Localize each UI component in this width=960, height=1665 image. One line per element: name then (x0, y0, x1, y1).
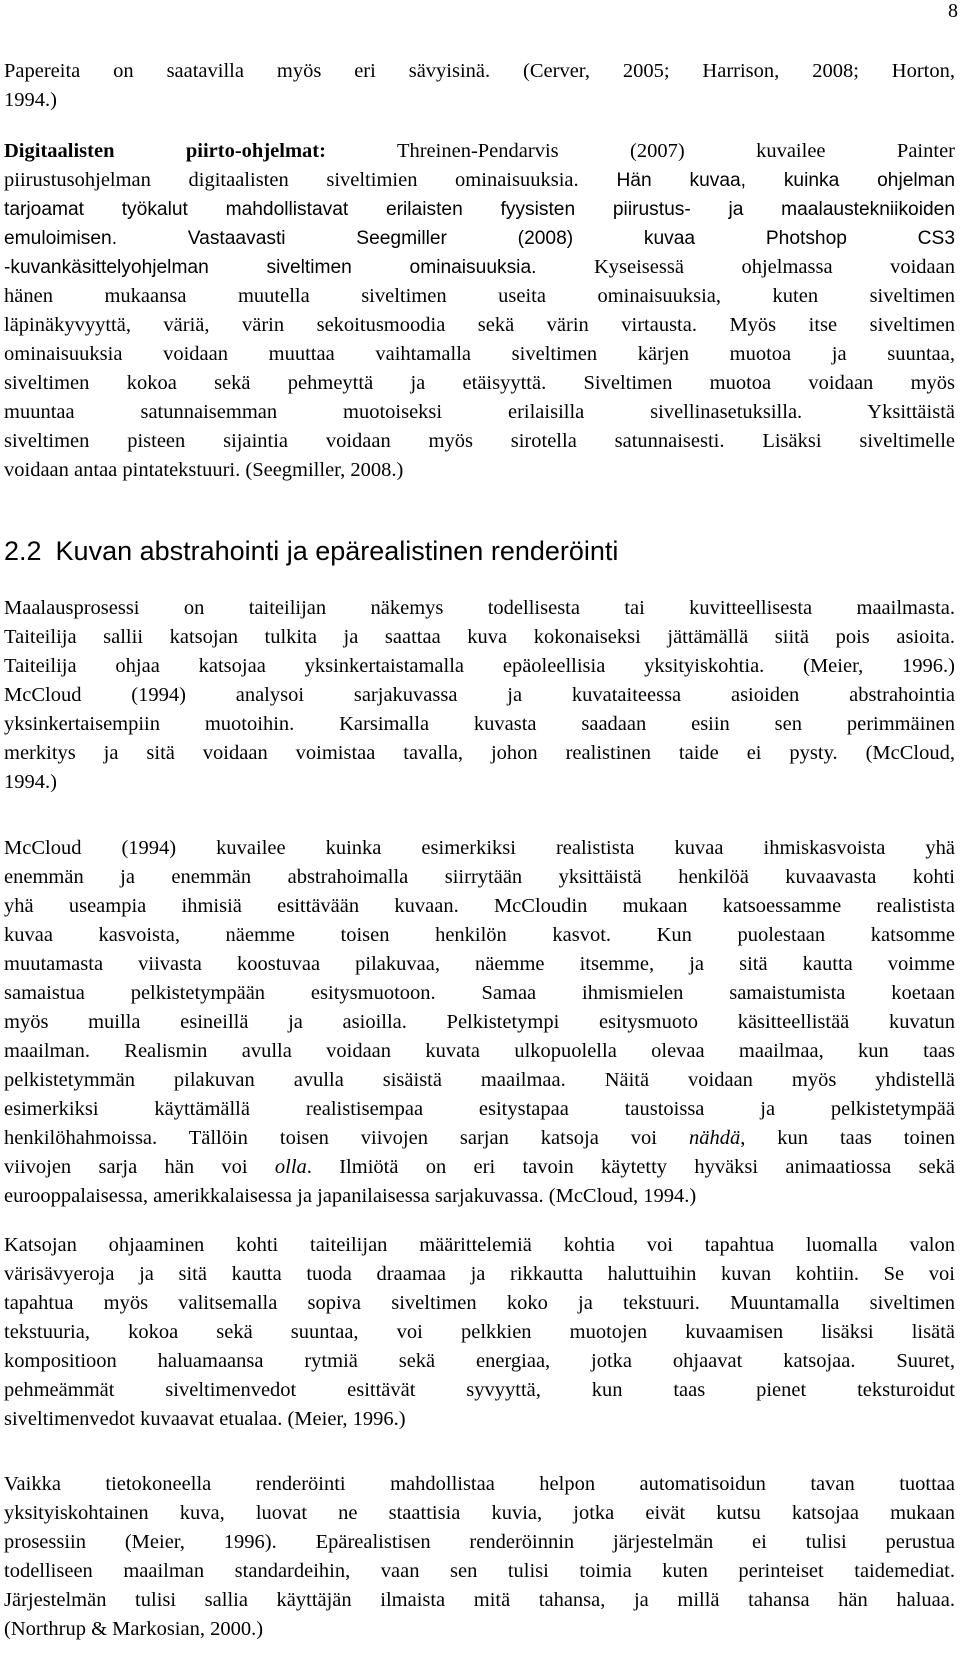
text-line: tapahtua myös valitsemalla sopiva siveltimen koko ja tekstuuri. Muuntamalla siveltimen (4, 1292, 955, 1314)
paragraph-npr (4, 1470, 955, 1644)
lead-rest: Threinen-Pendarvis (2007) kuvailee Painter (325, 140, 955, 162)
text-line: kompositioon haluamaansa rytmiä sekä energiaa, jotka ohjaavat katsojaa. Suuret, (4, 1350, 955, 1372)
text-line: Taiteilija ohjaa katsojaa yksinkertaistamalla epäoleellisia yksityiskohtia. (Meier, 1996.) (4, 655, 955, 677)
text-line: Vaikka tietokoneella renderöinti mahdollistaa helpon automatisoidun tavan tuottaa (4, 1473, 955, 1495)
italic-word: nähdä (688, 1127, 741, 1149)
text-line: yksityiskohtainen kuva, luovat ne staattisia kuvia, jotka eivät kutsu katsojaa mukaan (4, 1502, 955, 1524)
text-line: Maalausprosessi on taiteilijan näkemys todellisesta tai kuvitteellisesta maailmasta. (4, 597, 955, 619)
text-line: prosessiin (Meier, 1996). Epärealistisen renderöinnin järjestelmän ei tulisi perustua (4, 1531, 955, 1553)
text-fragment: henkilöhahmoissa. Tällöin toisen viivojen sarjan katsoja voi (4, 1127, 689, 1149)
text-line: Papereita on saatavilla myös eri sävyisinä. (Cerver, 2005; Harrison, 2008; Horton, (4, 60, 955, 82)
text-line: McCloud (1994) kuvailee kuinka esimerkiksi realistista kuvaa ihmiskasvoista yhä (4, 837, 955, 859)
text-line: värisävyeroja ja sitä kautta tuoda draamaa ja rikkautta haluttuihin kuvan kohtiin. Se voi (4, 1263, 955, 1285)
text-line (4, 166, 955, 195)
text-fragment: , kun taas toinen (740, 1127, 955, 1149)
text-line: 1994.) (4, 89, 57, 111)
paragraph-mccloud (4, 834, 955, 1211)
intro-paragraph (4, 57, 955, 115)
text-line: tarjoamat työkalut mahdollistavat erilaisten fyysisten piirustus- ja maalaustekniikoiden (4, 199, 955, 220)
text-line: emuloimisen. Vastaavasti Seegmiller (2008) kuvaa Photshop CS3 (4, 228, 955, 249)
text-fragment: piirustusohjelman digitaalisten siveltimien ominaisuuksia. (4, 169, 579, 191)
text-line: Katsojan ohjaaminen kohti taiteilijan määrittelemiä kohtia voi tapahtua luomalla valon (4, 1234, 955, 1256)
text-line: McCloud (1994) analysoi sarjakuvassa ja kuvataiteessa asioiden abstrahointia (4, 684, 955, 706)
text-line: kuvaa kasvoista, näemme toisen henkilön kasvot. Kun puolestaan katsomme (4, 924, 955, 946)
text-fragment: . Ilmiötä on eri tavoin käytetty hyväksi animaatiossa sekä (306, 1156, 956, 1178)
paragraph-abstraction (4, 594, 955, 797)
text-line: Järjestelmän tulisi sallia käyttäjän ilmaista mitä tahansa, ja millä tahansa hän haluaa. (4, 1589, 955, 1611)
page-number: 8 (948, 0, 958, 22)
text-line: (Northrup & Markosian, 2000.) (4, 1618, 264, 1640)
italic-word: olla (274, 1156, 307, 1178)
text-line: 1994.) (4, 771, 57, 793)
text-line: Taiteilija sallii katsojan tulkita ja saattaa kuva kokonaiseksi jättämällä siitä pois asioita. (4, 626, 955, 648)
section-title: Kuvan abstrahointi ja epärealistinen renderöinti (55, 536, 619, 566)
bold-lead: Digitaalisten piirto-ohjelmat: (4, 140, 326, 162)
text-line: ominaisuuksia voidaan muuttaa vaihtamalla siveltimen kärjen muotoa ja suuntaa, (4, 343, 955, 365)
text-line: siveltimen kokoa sekä pehmeyttä ja etäisyyttä. Siveltimen muotoa voidaan myös (4, 372, 955, 394)
text-line: myös muilla esineillä ja asioilla. Pelkistetympi esitysmuoto käsitteellistää kuvatun (4, 1011, 955, 1033)
text-fragment: -kuvankäsittelyohjelman siveltimen ominaisuuksia. (4, 257, 537, 278)
text-line (4, 1153, 955, 1182)
text-line: todelliseen maailman standardeihin, vaan sen tulisi toimia kuten perinteiset taidemediat. (4, 1560, 955, 1582)
text-line: siveltimen pisteen sijaintia voidaan myös sirotella satunnaisesti. Lisäksi siveltimelle (4, 430, 955, 452)
paragraph-viewer-guidance (4, 1231, 955, 1434)
text-line: tekstuuria, kokoa sekä suuntaa, voi pelkkien muotojen kuvaamisen lisäksi lisätä (4, 1321, 955, 1343)
text-line: merkitys ja sitä voidaan voimistaa tavalla, johon realistinen taide ei pysty. (McCloud, (4, 742, 955, 764)
digital-tools-paragraph (4, 137, 955, 485)
text-line: muuntaa satunnaisemman muotoiseksi erilaisilla sivellinasetuksilla. Yksittäistä (4, 401, 955, 423)
text-fragment: viivojen sarja hän voi (4, 1156, 275, 1178)
text-line (4, 1124, 955, 1153)
text-line (4, 137, 955, 166)
text-fragment: Kyseisessä ohjelmassa voidaan (536, 256, 955, 278)
text-fragment: Hän kuvaa, kuinka ohjelman (578, 170, 955, 191)
text-line: yksinkertaisempiin muotoihin. Karsimalla kuvasta saadaan esiin sen perimmäinen (4, 713, 955, 735)
text-line: yhä useampia ihmisiä esittävään kuvaan. McCloudin mukaan katsoessamme realistista (4, 895, 955, 917)
section-heading (4, 536, 618, 567)
text-line: läpinäkyvyyttä, väriä, värin sekoitusmoodia sekä värin virtausta. Myös itse siveltimen (4, 314, 955, 336)
text-line (4, 253, 955, 282)
text-line: hänen mukaansa muutella siveltimen useita ominaisuuksia, kuten siveltimen (4, 285, 955, 307)
text-line: pelkistetymmän pilakuvan avulla sisäistä maailmaa. Näitä voidaan myös yhdistellä (4, 1069, 955, 1091)
text-line: pehmeämmät siveltimenvedot esittävät syvyyttä, kun taas pienet teksturoidut (4, 1379, 955, 1401)
text-line: maailman. Realismin avulla voidaan kuvata ulkopuolella olevaa maailmaa, kun taas (4, 1040, 955, 1062)
section-number: 2.2 (4, 536, 42, 566)
text-line: muutamasta viivasta koostuvaa pilakuvaa, näemme itsemme, ja sitä kautta voimme (4, 953, 955, 975)
text-line: voidaan antaa pintatekstuuri. (Seegmiller, 2008.) (4, 459, 404, 481)
text-line: eurooppalaisessa, amerikkalaisessa ja japanilaisessa sarjakuvassa. (McCloud, 1994.) (4, 1185, 697, 1207)
text-line: esimerkiksi käyttämällä realistisempaa esitystapaa taustoissa ja pelkistetympää (4, 1098, 955, 1120)
text-line: enemmän ja enemmän abstrahoimalla siirrytään yksittäistä henkilöä kuvaavasta kohti (4, 866, 955, 888)
text-line: siveltimenvedot kuvaavat etualaa. (Meier, 1996.) (4, 1408, 406, 1430)
text-line: samaistua pelkistetympään esitysmuotoon. Samaa ihmismielen samaistumista koetaan (4, 982, 955, 1004)
